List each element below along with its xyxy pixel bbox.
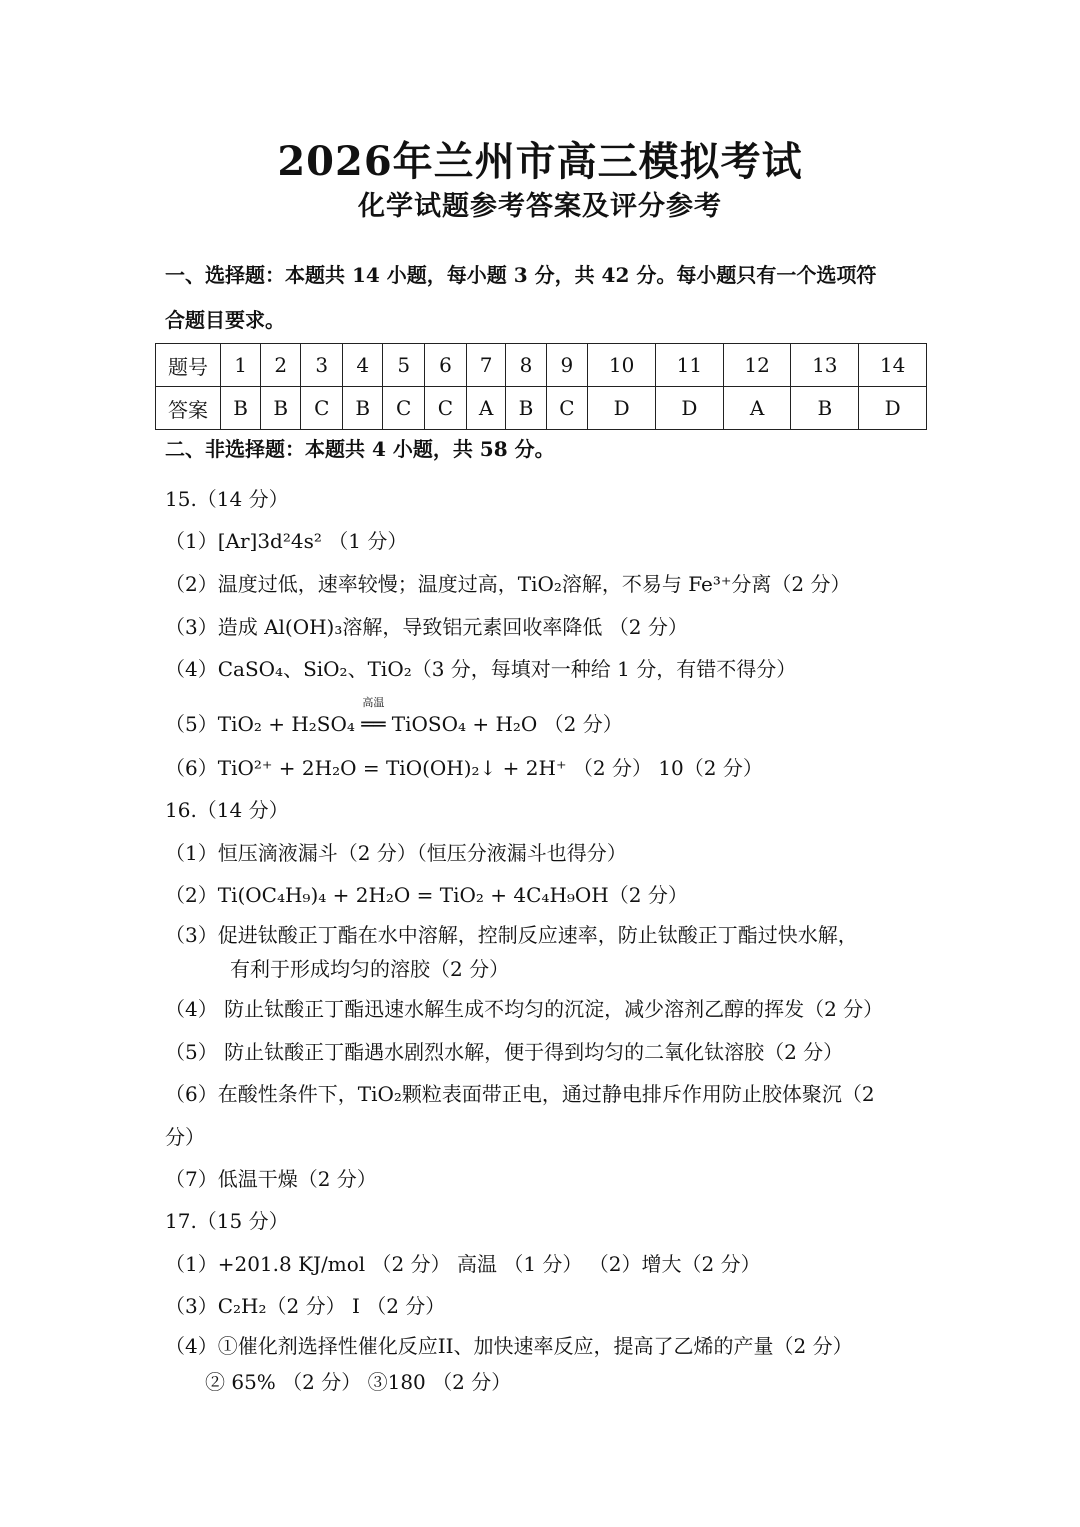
question-number: 10: [588, 344, 656, 387]
equals-sign: ══: [361, 712, 386, 736]
section2-heading: 二、非选择题：本题共 4 小题，共 58 分。: [165, 437, 555, 461]
answer-cell: A: [466, 387, 506, 430]
answer-table-number-row: [156, 344, 927, 387]
answer-cell: C: [383, 387, 425, 430]
question-number: 13: [791, 344, 859, 387]
question-number: 5: [383, 344, 425, 387]
q16-answer-3-line2: 有利于形成均匀的溶胶（2 分）: [230, 957, 510, 981]
answer-cell: B: [261, 387, 301, 430]
question-number: 1: [221, 344, 261, 387]
q16-answer-6-line2: 分）: [165, 1125, 205, 1149]
question-number: 12: [723, 344, 791, 387]
q16-answer-5: （5） 防止钛酸正丁酯遇水剧烈水解，便于得到均匀的二氧化钛溶胶（2 分）: [165, 1040, 844, 1064]
page-title: 2026年兰州市高三模拟考试: [277, 138, 803, 185]
q17-answer-4-line1: （4）①催化剂选择性催化反应II、加快速率反应，提高了乙烯的产量（2 分）: [165, 1334, 853, 1358]
row-label-answer: 答案: [156, 387, 221, 430]
q15-answer-6: （6）TiO²⁺ + 2H₂O = TiO(OH)₂↓ + 2H⁺ （2 分） 10（2 分）: [165, 756, 763, 780]
section1-heading-line1: 一、选择题：本题共 14 小题，每小题 3 分，共 42 分。每小题只有一个选项符: [165, 263, 877, 287]
q17-answer-3: （3）C₂H₂（2 分） I （2 分）: [165, 1294, 446, 1318]
answer-cell: C: [425, 387, 467, 430]
reaction-condition-label: 高温: [362, 696, 385, 709]
q16-answer-4: （4） 防止钛酸正丁酯迅速水解生成不均匀的沉淀，减少溶剂乙醇的挥发（2 分）: [165, 997, 884, 1021]
question-number: 2: [261, 344, 301, 387]
question-number: 14: [859, 344, 927, 387]
answer-cell: C: [301, 387, 343, 430]
reaction-condition: [361, 696, 386, 736]
q15-answer-5: [165, 696, 623, 737]
q16-answer-2: （2）Ti(OC₄H₉)₄ + 2H₂O = TiO₂ + 4C₄H₉OH（2 分）: [165, 883, 688, 907]
answer-cell: C: [546, 387, 588, 430]
row-label-number: 题号: [156, 344, 221, 387]
q15-header: 15.（14 分）: [165, 487, 289, 511]
answer-cell: B: [221, 387, 261, 430]
q16-answer-7: （7）低温干燥（2 分）: [165, 1167, 377, 1191]
question-number: 3: [301, 344, 343, 387]
q16-answer-3-line1: （3）促进钛酸正丁酯在水中溶解，控制反应速率，防止钛酸正丁酯过快水解，: [165, 923, 858, 947]
question-number: 4: [343, 344, 383, 387]
answer-cell: B: [791, 387, 859, 430]
q16-header: 16.（14 分）: [165, 798, 289, 822]
question-number: 9: [546, 344, 588, 387]
q17-answer-4-line2: ② 65% （2 分） ③180 （2 分）: [205, 1370, 512, 1394]
answer-cell: B: [343, 387, 383, 430]
q15-answer-3: （3）造成 Al(OH)₃溶解，导致铝元素回收率降低 （2 分）: [165, 615, 688, 639]
page-subtitle: 化学试题参考答案及评分参考: [358, 191, 722, 222]
q15-answer-1: （1）[Ar]3d²4s² （1 分）: [165, 529, 408, 553]
answer-table-answer-row: [156, 387, 927, 430]
question-number: 11: [656, 344, 724, 387]
answer-cell: A: [723, 387, 791, 430]
section1-heading-line2: 合题目要求。: [165, 308, 285, 332]
q15-answer-2: （2）温度过低，速率较慢；温度过高，TiO₂溶解，不易与 Fe³⁺分离（2 分）: [165, 572, 851, 596]
q15-answer-4: （4）CaSO₄、SiO₂、TiO₂（3 分，每填对一种给 1 分，有错不得分）: [165, 657, 797, 681]
q15-answer-5-reactants: （5）TiO₂ + H₂SO₄: [165, 712, 362, 736]
q16-answer-6-line1: （6）在酸性条件下，TiO₂颗粒表面带正电，通过静电排斥作用防止胶体聚沉（2: [165, 1082, 875, 1106]
q16-answer-1: （1）恒压滴液漏斗（2 分）（恒压分液漏斗也得分）: [165, 841, 627, 865]
question-number: 6: [425, 344, 467, 387]
answer-cell: D: [588, 387, 656, 430]
q15-answer-5-products: TiOSO₄ + H₂O （2 分）: [385, 712, 623, 736]
answer-cell: B: [506, 387, 546, 430]
answer-cell: D: [859, 387, 927, 430]
q17-header: 17.（15 分）: [165, 1209, 289, 1233]
question-number: 7: [466, 344, 506, 387]
question-number: 8: [506, 344, 546, 387]
q17-answer-1-2: （1）+201.8 KJ/mol （2 分） 高温 （1 分） （2）增大（2 分）: [165, 1252, 761, 1276]
answer-table: [155, 343, 927, 430]
answer-cell: D: [656, 387, 724, 430]
